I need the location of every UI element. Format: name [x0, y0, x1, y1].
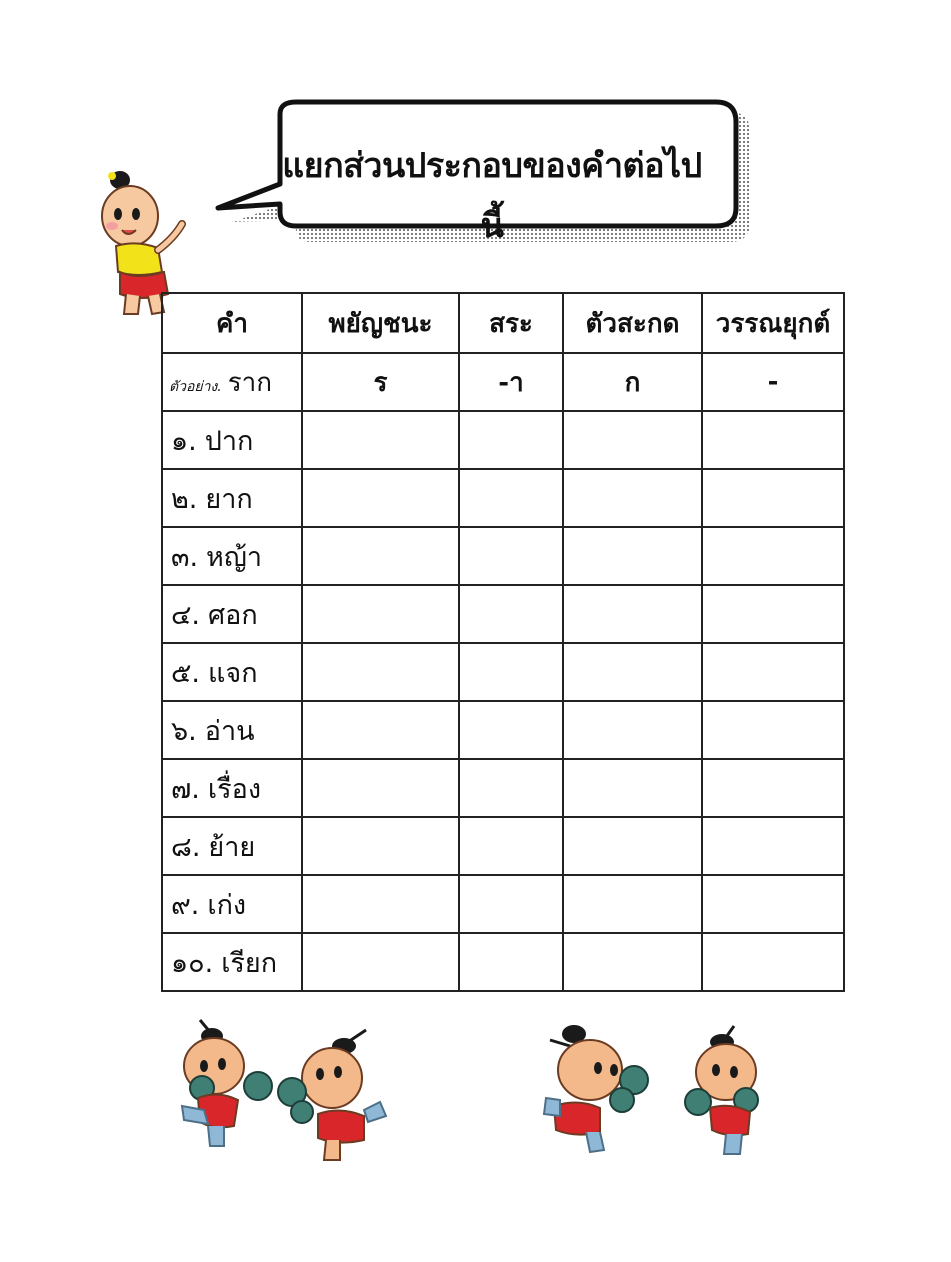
vowel-answer-cell[interactable]	[459, 411, 563, 469]
page-title: แยกส่วนประกอบของคำต่อไปนี้	[282, 146, 702, 246]
vowel-answer-cell[interactable]	[459, 817, 563, 875]
final-answer-cell[interactable]	[563, 759, 702, 817]
tone-answer-cell[interactable]	[702, 527, 844, 585]
consonant-answer-cell[interactable]	[302, 411, 459, 469]
row-number: ๖.	[171, 715, 197, 747]
table-row	[162, 411, 844, 469]
table-row	[162, 527, 844, 585]
example-word: ราก	[227, 367, 273, 398]
header-consonant: พยัญชนะ	[302, 293, 459, 353]
word-cell	[162, 701, 302, 759]
tone-answer-cell[interactable]	[702, 817, 844, 875]
row-word: เก่ง	[207, 889, 247, 921]
row-number: ๙.	[171, 889, 200, 921]
table-row	[162, 759, 844, 817]
row-number: ๗.	[171, 773, 200, 805]
tone-answer-cell[interactable]	[702, 469, 844, 527]
word-cell	[162, 643, 302, 701]
word-cell	[162, 527, 302, 585]
row-word: ย้าย	[208, 831, 256, 863]
table-row	[162, 643, 844, 701]
vowel-answer-cell[interactable]	[459, 875, 563, 933]
vowel-answer-cell[interactable]	[459, 643, 563, 701]
table-row	[162, 701, 844, 759]
tone-answer-cell[interactable]	[702, 411, 844, 469]
final-answer-cell[interactable]	[563, 411, 702, 469]
table-row	[162, 933, 844, 991]
final-answer-cell[interactable]	[563, 585, 702, 643]
table-row	[162, 875, 844, 933]
worksheet-table	[161, 292, 845, 992]
row-word: ศอก	[208, 599, 258, 631]
consonant-answer-cell[interactable]	[302, 585, 459, 643]
row-word: อ่าน	[204, 715, 255, 747]
consonant-answer-cell[interactable]	[302, 469, 459, 527]
word-cell	[162, 411, 302, 469]
consonant-answer-cell[interactable]	[302, 701, 459, 759]
row-word: หญ้า	[206, 541, 263, 573]
tone-answer-cell[interactable]	[702, 643, 844, 701]
word-cell	[162, 469, 302, 527]
example-vowel: -า	[459, 353, 563, 411]
row-word: เรียก	[221, 947, 278, 979]
boxing-kids-right-illustration	[538, 1016, 778, 1166]
table-row	[162, 469, 844, 527]
tone-answer-cell[interactable]	[702, 585, 844, 643]
tone-answer-cell[interactable]	[702, 759, 844, 817]
vowel-answer-cell[interactable]	[459, 469, 563, 527]
final-answer-cell[interactable]	[563, 527, 702, 585]
final-answer-cell[interactable]	[563, 817, 702, 875]
header-vowel: สระ	[459, 293, 563, 353]
example-final: ก	[563, 353, 702, 411]
final-answer-cell[interactable]	[563, 933, 702, 991]
row-number: ๘.	[171, 831, 201, 863]
final-answer-cell[interactable]	[563, 875, 702, 933]
header-tone-mark: วรรณยุกต์	[702, 293, 844, 353]
word-cell	[162, 875, 302, 933]
row-word: ปาก	[204, 425, 254, 457]
row-number: ๔.	[171, 599, 201, 631]
consonant-answer-cell[interactable]	[302, 527, 459, 585]
row-number: ๕.	[171, 657, 201, 689]
row-number: ๒.	[171, 483, 198, 515]
tone-answer-cell[interactable]	[702, 875, 844, 933]
example-consonant: ร	[302, 353, 459, 411]
row-number: ๑.	[171, 425, 197, 457]
vowel-answer-cell[interactable]	[459, 701, 563, 759]
row-word: เรื่อง	[207, 773, 262, 805]
final-answer-cell[interactable]	[563, 643, 702, 701]
vowel-answer-cell[interactable]	[459, 759, 563, 817]
consonant-answer-cell[interactable]	[302, 643, 459, 701]
final-answer-cell[interactable]	[563, 701, 702, 759]
final-answer-cell[interactable]	[563, 469, 702, 527]
header-final-consonant: ตัวสะกด	[563, 293, 702, 353]
tone-answer-cell[interactable]	[702, 701, 844, 759]
row-number: ๑๐.	[171, 947, 214, 979]
tone-answer-cell[interactable]	[702, 933, 844, 991]
example-word-cell	[162, 353, 302, 411]
row-word: แจก	[208, 657, 258, 689]
speech-bubble	[210, 96, 750, 246]
word-cell	[162, 817, 302, 875]
vowel-answer-cell[interactable]	[459, 585, 563, 643]
example-label: ตัวอย่าง.	[169, 378, 222, 395]
consonant-answer-cell[interactable]	[302, 759, 459, 817]
example-row	[162, 353, 844, 411]
consonant-answer-cell[interactable]	[302, 933, 459, 991]
vowel-answer-cell[interactable]	[459, 527, 563, 585]
consonant-answer-cell[interactable]	[302, 875, 459, 933]
table-row	[162, 585, 844, 643]
example-tone: -	[702, 353, 844, 411]
boxing-kids-left-illustration	[168, 1010, 398, 1170]
vowel-answer-cell[interactable]	[459, 933, 563, 991]
word-cell	[162, 933, 302, 991]
word-cell	[162, 585, 302, 643]
table-row	[162, 817, 844, 875]
header-word: คำ	[162, 293, 302, 353]
word-cell	[162, 759, 302, 817]
row-number: ๓.	[171, 541, 199, 573]
consonant-answer-cell[interactable]	[302, 817, 459, 875]
row-word: ยาก	[205, 483, 253, 515]
table-header-row	[162, 293, 844, 353]
